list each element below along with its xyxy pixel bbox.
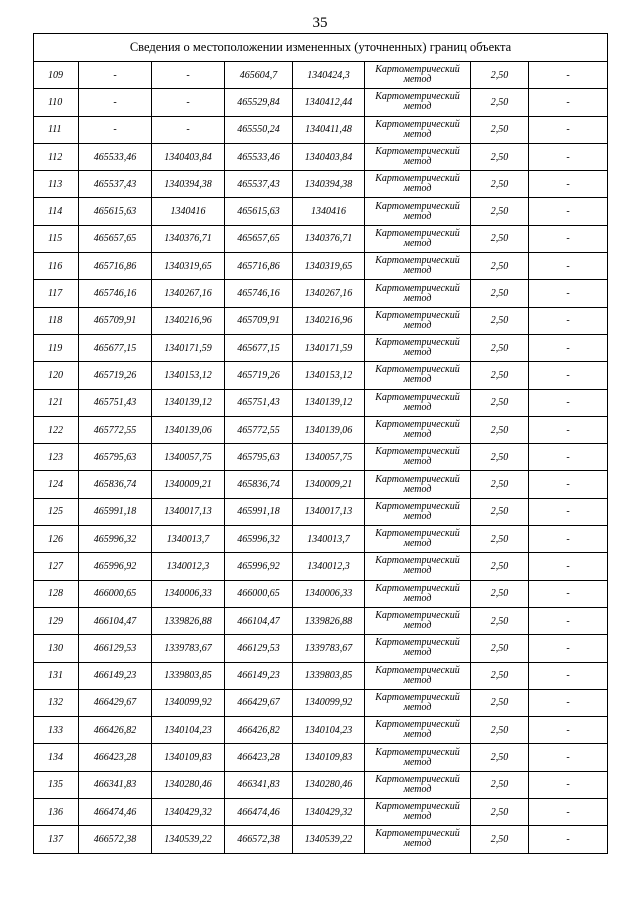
point-number-cell: 135 xyxy=(34,771,79,798)
accuracy-cell: 2,50 xyxy=(471,662,529,689)
table-row xyxy=(34,662,608,689)
existing-y-cell: 1340139,06 xyxy=(152,416,225,443)
method-cell: Картометрический метод xyxy=(365,553,471,580)
point-number-cell: 110 xyxy=(34,89,79,116)
existing-x-cell: 466474,46 xyxy=(79,799,152,826)
method-cell: Картометрический метод xyxy=(365,580,471,607)
point-number-cell: 129 xyxy=(34,607,79,634)
accuracy-cell: 2,50 xyxy=(471,717,529,744)
refined-x-cell: 465746,16 xyxy=(225,280,293,307)
table-row xyxy=(34,607,608,634)
existing-x-cell: 466149,23 xyxy=(79,662,152,689)
existing-x-cell: 465719,26 xyxy=(79,362,152,389)
table-row xyxy=(34,307,608,334)
point-number-cell: 119 xyxy=(34,334,79,361)
table-row xyxy=(34,362,608,389)
table-row xyxy=(34,635,608,662)
refined-x-cell: 465772,55 xyxy=(225,416,293,443)
note-cell: - xyxy=(529,334,608,361)
table-row xyxy=(34,717,608,744)
existing-y-cell: 1339783,67 xyxy=(152,635,225,662)
table-row xyxy=(34,471,608,498)
accuracy-cell: 2,50 xyxy=(471,689,529,716)
accuracy-cell: 2,50 xyxy=(471,580,529,607)
method-cell: Картометрический метод xyxy=(365,689,471,716)
table-row xyxy=(34,444,608,471)
method-cell: Картометрический метод xyxy=(365,280,471,307)
point-number-cell: 109 xyxy=(34,62,79,89)
accuracy-cell: 2,50 xyxy=(471,171,529,198)
point-number-cell: 132 xyxy=(34,689,79,716)
note-cell: - xyxy=(529,717,608,744)
table-title: Сведения о местоположении измененных (уточненных) границ объекта xyxy=(34,34,608,62)
existing-y-cell: 1340429,32 xyxy=(152,799,225,826)
point-number-cell: 128 xyxy=(34,580,79,607)
refined-y-cell: 1340416 xyxy=(293,198,365,225)
existing-y-cell: 1340104,23 xyxy=(152,717,225,744)
existing-x-cell: 465996,32 xyxy=(79,526,152,553)
refined-y-cell: 1340139,12 xyxy=(293,389,365,416)
table-row xyxy=(34,198,608,225)
table-row xyxy=(34,389,608,416)
point-number-cell: 112 xyxy=(34,143,79,170)
refined-x-cell: 466341,83 xyxy=(225,771,293,798)
existing-y-cell: 1340099,92 xyxy=(152,689,225,716)
existing-x-cell: 466426,82 xyxy=(79,717,152,744)
note-cell: - xyxy=(529,526,608,553)
note-cell: - xyxy=(529,89,608,116)
note-cell: - xyxy=(529,280,608,307)
point-number-cell: 127 xyxy=(34,553,79,580)
note-cell: - xyxy=(529,580,608,607)
refined-x-cell: 465677,15 xyxy=(225,334,293,361)
existing-y-cell: 1340009,21 xyxy=(152,471,225,498)
accuracy-cell: 2,50 xyxy=(471,143,529,170)
existing-x-cell: - xyxy=(79,89,152,116)
existing-x-cell: 465991,18 xyxy=(79,498,152,525)
method-cell: Картометрический метод xyxy=(365,116,471,143)
table-row xyxy=(34,799,608,826)
refined-y-cell: 1340411,48 xyxy=(293,116,365,143)
refined-y-cell: 1340216,96 xyxy=(293,307,365,334)
refined-y-cell: 1340171,59 xyxy=(293,334,365,361)
refined-y-cell: 1339783,67 xyxy=(293,635,365,662)
refined-y-cell: 1340006,33 xyxy=(293,580,365,607)
existing-x-cell: 465716,86 xyxy=(79,253,152,280)
existing-x-cell: 465657,65 xyxy=(79,225,152,252)
table-title-row xyxy=(34,34,608,62)
method-cell: Картометрический метод xyxy=(365,607,471,634)
existing-y-cell: 1340171,59 xyxy=(152,334,225,361)
point-number-cell: 130 xyxy=(34,635,79,662)
accuracy-cell: 2,50 xyxy=(471,307,529,334)
refined-y-cell: 1340012,3 xyxy=(293,553,365,580)
accuracy-cell: 2,50 xyxy=(471,225,529,252)
point-number-cell: 117 xyxy=(34,280,79,307)
refined-y-cell: 1340429,32 xyxy=(293,799,365,826)
refined-x-cell: 466572,38 xyxy=(225,826,293,853)
method-cell: Картометрический метод xyxy=(365,526,471,553)
accuracy-cell: 2,50 xyxy=(471,444,529,471)
existing-x-cell: 465996,92 xyxy=(79,553,152,580)
point-number-cell: 131 xyxy=(34,662,79,689)
table-row xyxy=(34,689,608,716)
method-cell: Картометрический метод xyxy=(365,744,471,771)
note-cell: - xyxy=(529,635,608,662)
method-cell: Картометрический метод xyxy=(365,826,471,853)
refined-x-cell: 465709,91 xyxy=(225,307,293,334)
note-cell: - xyxy=(529,498,608,525)
refined-y-cell: 1339826,88 xyxy=(293,607,365,634)
refined-y-cell: 1340424,3 xyxy=(293,62,365,89)
note-cell: - xyxy=(529,607,608,634)
refined-x-cell: 465615,63 xyxy=(225,198,293,225)
existing-y-cell: 1340539,22 xyxy=(152,826,225,853)
method-cell: Картометрический метод xyxy=(365,662,471,689)
point-number-cell: 115 xyxy=(34,225,79,252)
accuracy-cell: 2,50 xyxy=(471,362,529,389)
existing-x-cell: 466129,53 xyxy=(79,635,152,662)
refined-x-cell: 465529,84 xyxy=(225,89,293,116)
existing-x-cell: 465795,63 xyxy=(79,444,152,471)
accuracy-cell: 2,50 xyxy=(471,62,529,89)
point-number-cell: 122 xyxy=(34,416,79,443)
method-cell: Картометрический метод xyxy=(365,416,471,443)
point-number-cell: 126 xyxy=(34,526,79,553)
refined-x-cell: 465996,92 xyxy=(225,553,293,580)
table-row xyxy=(34,580,608,607)
note-cell: - xyxy=(529,116,608,143)
refined-y-cell: 1340057,75 xyxy=(293,444,365,471)
note-cell: - xyxy=(529,744,608,771)
existing-x-cell: - xyxy=(79,116,152,143)
table-row xyxy=(34,171,608,198)
refined-x-cell: 466000,65 xyxy=(225,580,293,607)
method-cell: Картометрический метод xyxy=(365,171,471,198)
point-number-cell: 133 xyxy=(34,717,79,744)
accuracy-cell: 2,50 xyxy=(471,416,529,443)
accuracy-cell: 2,50 xyxy=(471,280,529,307)
existing-y-cell: 1340012,3 xyxy=(152,553,225,580)
accuracy-cell: 2,50 xyxy=(471,771,529,798)
refined-x-cell: 466474,46 xyxy=(225,799,293,826)
existing-y-cell: - xyxy=(152,62,225,89)
refined-y-cell: 1340403,84 xyxy=(293,143,365,170)
table-row xyxy=(34,826,608,853)
existing-x-cell: 465677,15 xyxy=(79,334,152,361)
accuracy-cell: 2,50 xyxy=(471,826,529,853)
existing-x-cell: 466341,83 xyxy=(79,771,152,798)
note-cell: - xyxy=(529,826,608,853)
existing-y-cell: 1340139,12 xyxy=(152,389,225,416)
existing-y-cell: 1340109,83 xyxy=(152,744,225,771)
method-cell: Картометрический метод xyxy=(365,198,471,225)
existing-y-cell: - xyxy=(152,89,225,116)
existing-x-cell: 466000,65 xyxy=(79,580,152,607)
accuracy-cell: 2,50 xyxy=(471,471,529,498)
point-number-cell: 114 xyxy=(34,198,79,225)
point-number-cell: 118 xyxy=(34,307,79,334)
existing-y-cell: 1340006,33 xyxy=(152,580,225,607)
refined-y-cell: 1340099,92 xyxy=(293,689,365,716)
note-cell: - xyxy=(529,362,608,389)
page-number: 35 xyxy=(312,15,328,31)
refined-y-cell: 1340412,44 xyxy=(293,89,365,116)
point-number-cell: 116 xyxy=(34,253,79,280)
refined-x-cell: 466104,47 xyxy=(225,607,293,634)
note-cell: - xyxy=(529,143,608,170)
refined-y-cell: 1340139,06 xyxy=(293,416,365,443)
refined-y-cell: 1340280,46 xyxy=(293,771,365,798)
table-row xyxy=(34,116,608,143)
table-row xyxy=(34,334,608,361)
note-cell: - xyxy=(529,471,608,498)
table-row xyxy=(34,143,608,170)
table-row xyxy=(34,89,608,116)
accuracy-cell: 2,50 xyxy=(471,116,529,143)
point-number-cell: 124 xyxy=(34,471,79,498)
method-cell: Картометрический метод xyxy=(365,89,471,116)
refined-x-cell: 465996,32 xyxy=(225,526,293,553)
method-cell: Картометрический метод xyxy=(365,62,471,89)
method-cell: Картометрический метод xyxy=(365,307,471,334)
refined-x-cell: 466429,67 xyxy=(225,689,293,716)
note-cell: - xyxy=(529,307,608,334)
existing-x-cell: 465533,46 xyxy=(79,143,152,170)
boundary-coordinates-table xyxy=(33,33,608,854)
refined-x-cell: 465550,24 xyxy=(225,116,293,143)
refined-x-cell: 465719,26 xyxy=(225,362,293,389)
existing-y-cell: 1340319,65 xyxy=(152,253,225,280)
refined-y-cell: 1340394,38 xyxy=(293,171,365,198)
note-cell: - xyxy=(529,771,608,798)
table-row xyxy=(34,253,608,280)
existing-x-cell: 465746,16 xyxy=(79,280,152,307)
existing-y-cell: 1340416 xyxy=(152,198,225,225)
note-cell: - xyxy=(529,662,608,689)
accuracy-cell: 2,50 xyxy=(471,89,529,116)
note-cell: - xyxy=(529,62,608,89)
method-cell: Картометрический метод xyxy=(365,253,471,280)
refined-x-cell: 466426,82 xyxy=(225,717,293,744)
existing-y-cell: - xyxy=(152,116,225,143)
refined-x-cell: 465795,63 xyxy=(225,444,293,471)
point-number-cell: 123 xyxy=(34,444,79,471)
method-cell: Картометрический метод xyxy=(365,225,471,252)
table-row xyxy=(34,526,608,553)
point-number-cell: 134 xyxy=(34,744,79,771)
existing-y-cell: 1340267,16 xyxy=(152,280,225,307)
existing-x-cell: 465836,74 xyxy=(79,471,152,498)
table-row xyxy=(34,225,608,252)
refined-y-cell: 1340013,7 xyxy=(293,526,365,553)
refined-y-cell: 1340153,12 xyxy=(293,362,365,389)
existing-x-cell: 466423,28 xyxy=(79,744,152,771)
existing-x-cell: 465537,43 xyxy=(79,171,152,198)
refined-x-cell: 465604,7 xyxy=(225,62,293,89)
accuracy-cell: 2,50 xyxy=(471,635,529,662)
note-cell: - xyxy=(529,416,608,443)
existing-y-cell: 1340376,71 xyxy=(152,225,225,252)
existing-y-cell: 1340280,46 xyxy=(152,771,225,798)
refined-y-cell: 1340319,65 xyxy=(293,253,365,280)
refined-y-cell: 1340104,23 xyxy=(293,717,365,744)
table-row xyxy=(34,416,608,443)
existing-y-cell: 1339803,85 xyxy=(152,662,225,689)
existing-y-cell: 1340013,7 xyxy=(152,526,225,553)
refined-x-cell: 465716,86 xyxy=(225,253,293,280)
refined-y-cell: 1340267,16 xyxy=(293,280,365,307)
method-cell: Картометрический метод xyxy=(365,635,471,662)
point-number-cell: 137 xyxy=(34,826,79,853)
existing-x-cell: 465709,91 xyxy=(79,307,152,334)
table-row xyxy=(34,62,608,89)
refined-x-cell: 465537,43 xyxy=(225,171,293,198)
table-row xyxy=(34,771,608,798)
note-cell: - xyxy=(529,171,608,198)
note-cell: - xyxy=(529,553,608,580)
accuracy-cell: 2,50 xyxy=(471,389,529,416)
existing-x-cell: 465772,55 xyxy=(79,416,152,443)
existing-y-cell: 1340057,75 xyxy=(152,444,225,471)
point-number-cell: 121 xyxy=(34,389,79,416)
existing-y-cell: 1340216,96 xyxy=(152,307,225,334)
point-number-cell: 125 xyxy=(34,498,79,525)
refined-x-cell: 466149,23 xyxy=(225,662,293,689)
method-cell: Картометрический метод xyxy=(365,771,471,798)
method-cell: Картометрический метод xyxy=(365,799,471,826)
refined-x-cell: 466129,53 xyxy=(225,635,293,662)
note-cell: - xyxy=(529,799,608,826)
existing-y-cell: 1339826,88 xyxy=(152,607,225,634)
refined-x-cell: 465836,74 xyxy=(225,471,293,498)
accuracy-cell: 2,50 xyxy=(471,526,529,553)
refined-y-cell: 1339803,85 xyxy=(293,662,365,689)
accuracy-cell: 2,50 xyxy=(471,799,529,826)
method-cell: Картометрический метод xyxy=(365,143,471,170)
note-cell: - xyxy=(529,689,608,716)
existing-x-cell: 466104,47 xyxy=(79,607,152,634)
refined-x-cell: 466423,28 xyxy=(225,744,293,771)
method-cell: Картометрический метод xyxy=(365,362,471,389)
method-cell: Картометрический метод xyxy=(365,717,471,744)
method-cell: Картометрический метод xyxy=(365,334,471,361)
existing-y-cell: 1340017,13 xyxy=(152,498,225,525)
refined-x-cell: 465751,43 xyxy=(225,389,293,416)
accuracy-cell: 2,50 xyxy=(471,744,529,771)
refined-y-cell: 1340017,13 xyxy=(293,498,365,525)
refined-y-cell: 1340109,83 xyxy=(293,744,365,771)
point-number-cell: 120 xyxy=(34,362,79,389)
method-cell: Картометрический метод xyxy=(365,498,471,525)
accuracy-cell: 2,50 xyxy=(471,553,529,580)
refined-x-cell: 465991,18 xyxy=(225,498,293,525)
existing-y-cell: 1340394,38 xyxy=(152,171,225,198)
point-number-cell: 136 xyxy=(34,799,79,826)
existing-x-cell: 465615,63 xyxy=(79,198,152,225)
note-cell: - xyxy=(529,389,608,416)
table-row xyxy=(34,498,608,525)
note-cell: - xyxy=(529,444,608,471)
refined-x-cell: 465533,46 xyxy=(225,143,293,170)
accuracy-cell: 2,50 xyxy=(471,607,529,634)
point-number-cell: 113 xyxy=(34,171,79,198)
existing-x-cell: 466429,67 xyxy=(79,689,152,716)
accuracy-cell: 2,50 xyxy=(471,334,529,361)
table-body xyxy=(34,34,608,854)
existing-y-cell: 1340153,12 xyxy=(152,362,225,389)
note-cell: - xyxy=(529,225,608,252)
refined-y-cell: 1340009,21 xyxy=(293,471,365,498)
existing-x-cell: 465751,43 xyxy=(79,389,152,416)
note-cell: - xyxy=(529,253,608,280)
point-number-cell: 111 xyxy=(34,116,79,143)
method-cell: Картометрический метод xyxy=(365,471,471,498)
existing-y-cell: 1340403,84 xyxy=(152,143,225,170)
refined-x-cell: 465657,65 xyxy=(225,225,293,252)
existing-x-cell: 466572,38 xyxy=(79,826,152,853)
existing-x-cell: - xyxy=(79,62,152,89)
table-row xyxy=(34,553,608,580)
refined-y-cell: 1340376,71 xyxy=(293,225,365,252)
refined-y-cell: 1340539,22 xyxy=(293,826,365,853)
accuracy-cell: 2,50 xyxy=(471,253,529,280)
method-cell: Картометрический метод xyxy=(365,389,471,416)
accuracy-cell: 2,50 xyxy=(471,498,529,525)
accuracy-cell: 2,50 xyxy=(471,198,529,225)
method-cell: Картометрический метод xyxy=(365,444,471,471)
table-row xyxy=(34,280,608,307)
table-row xyxy=(34,744,608,771)
note-cell: - xyxy=(529,198,608,225)
